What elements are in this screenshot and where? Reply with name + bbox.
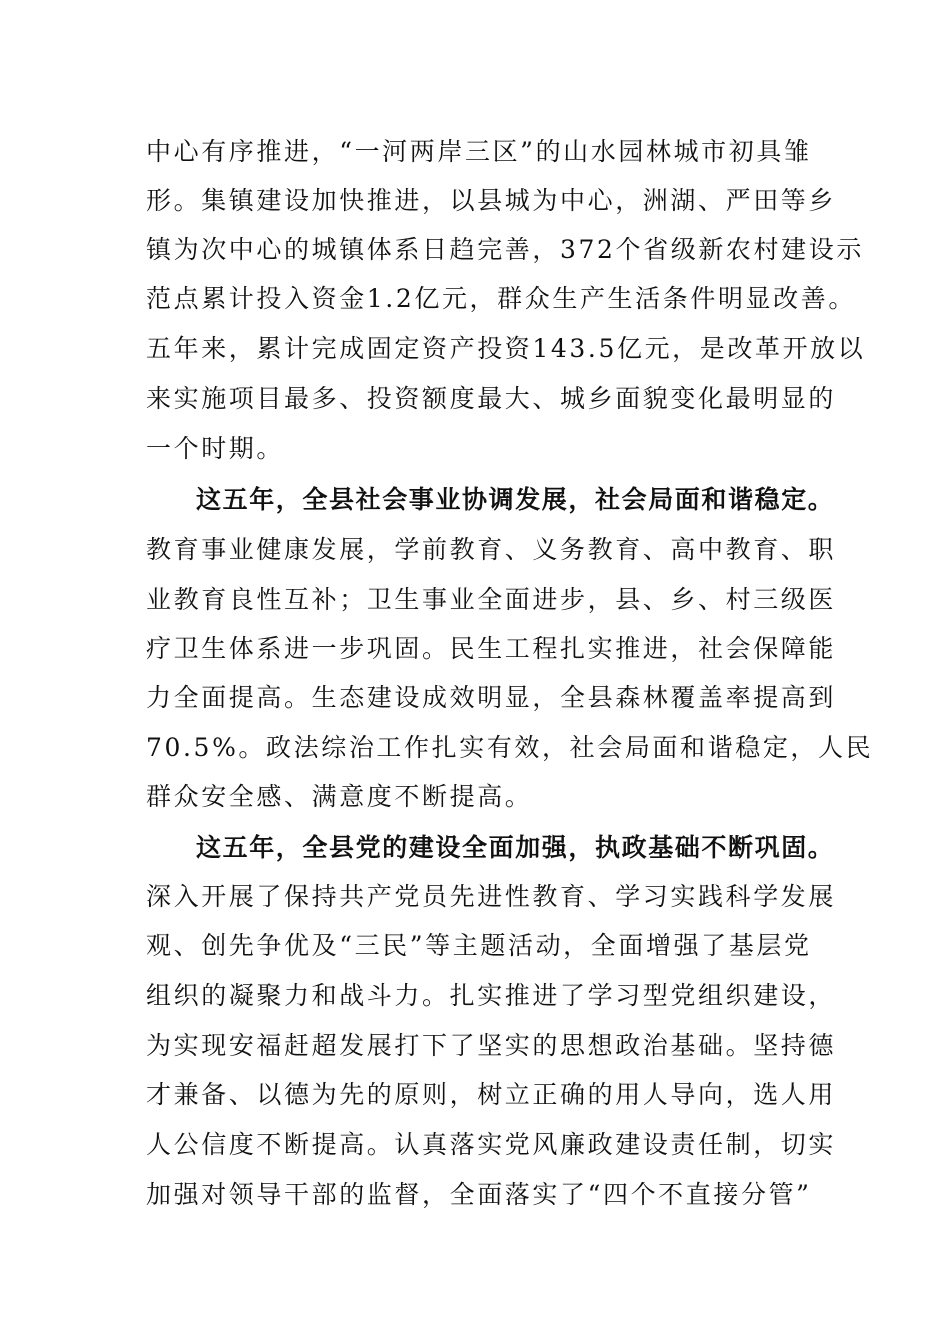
text-line: 中心有序推进，“一河两岸三区”的山水园林城市初具雏 (146, 137, 812, 166)
section-heading: 这五年，全县党的建设全面加强，执政基础不断巩固。 (196, 833, 835, 862)
text-line: 观、创先争优及“三民”等主题活动，全面增强了基层党 (146, 931, 812, 960)
text-line: 镇为次中心的城镇体系日趋完善，372个省级新农村建设示 (146, 235, 864, 264)
section-heading: 这五年，全县社会事业协调发展，社会局面和谐稳定。 (196, 485, 835, 514)
text-line: 为实现安福赶超发展打下了坚实的思想政治基础。坚持德 (146, 1031, 837, 1060)
text-line: 加强对领导干部的监督，全面落实了“四个不直接分管” (146, 1180, 812, 1209)
text-line: 人公信度不断提高。认真落实党风廉政建设责任制，切实 (146, 1130, 837, 1159)
text-line: 教育事业健康发展，学前教育、义务教育、高中教育、职 (146, 535, 837, 564)
text-line: 才兼备、以德为先的原则，树立正确的用人导向，选人用 (146, 1080, 837, 1109)
text-line: 范点累计投入资金1.2亿元，群众生产生活条件明显改善。 (146, 284, 856, 313)
text-line: 疗卫生体系进一步巩固。民生工程扎实推进，社会保障能 (146, 634, 837, 663)
text-line: 70.5%。政法综治工作扎实有效，社会局面和谐稳定，人民 (146, 733, 874, 762)
text-line: 力全面提高。生态建设成效明显，全县森林覆盖率提高到 (146, 683, 837, 712)
text-line: 群众安全感、满意度不断提高。 (146, 782, 533, 811)
text-line: 业教育良性互补；卫生事业全面进步，县、乡、村三级医 (146, 585, 837, 614)
text-line: 五年来，累计完成固定资产投资143.5亿元，是改革开放以 (146, 334, 866, 363)
text-line: 来实施项目最多、投资额度最大、城乡面貌变化最明显的 (146, 384, 837, 413)
text-line: 一个时期。 (146, 434, 285, 463)
text-line: 形。集镇建设加快推进，以县城为中心，洲湖、严田等乡 (146, 186, 837, 215)
text-line: 深入开展了保持共产党员先进性教育、学习实践科学发展 (146, 882, 837, 911)
text-line: 组织的凝聚力和战斗力。扎实推进了学习型党组织建设， (146, 981, 837, 1010)
